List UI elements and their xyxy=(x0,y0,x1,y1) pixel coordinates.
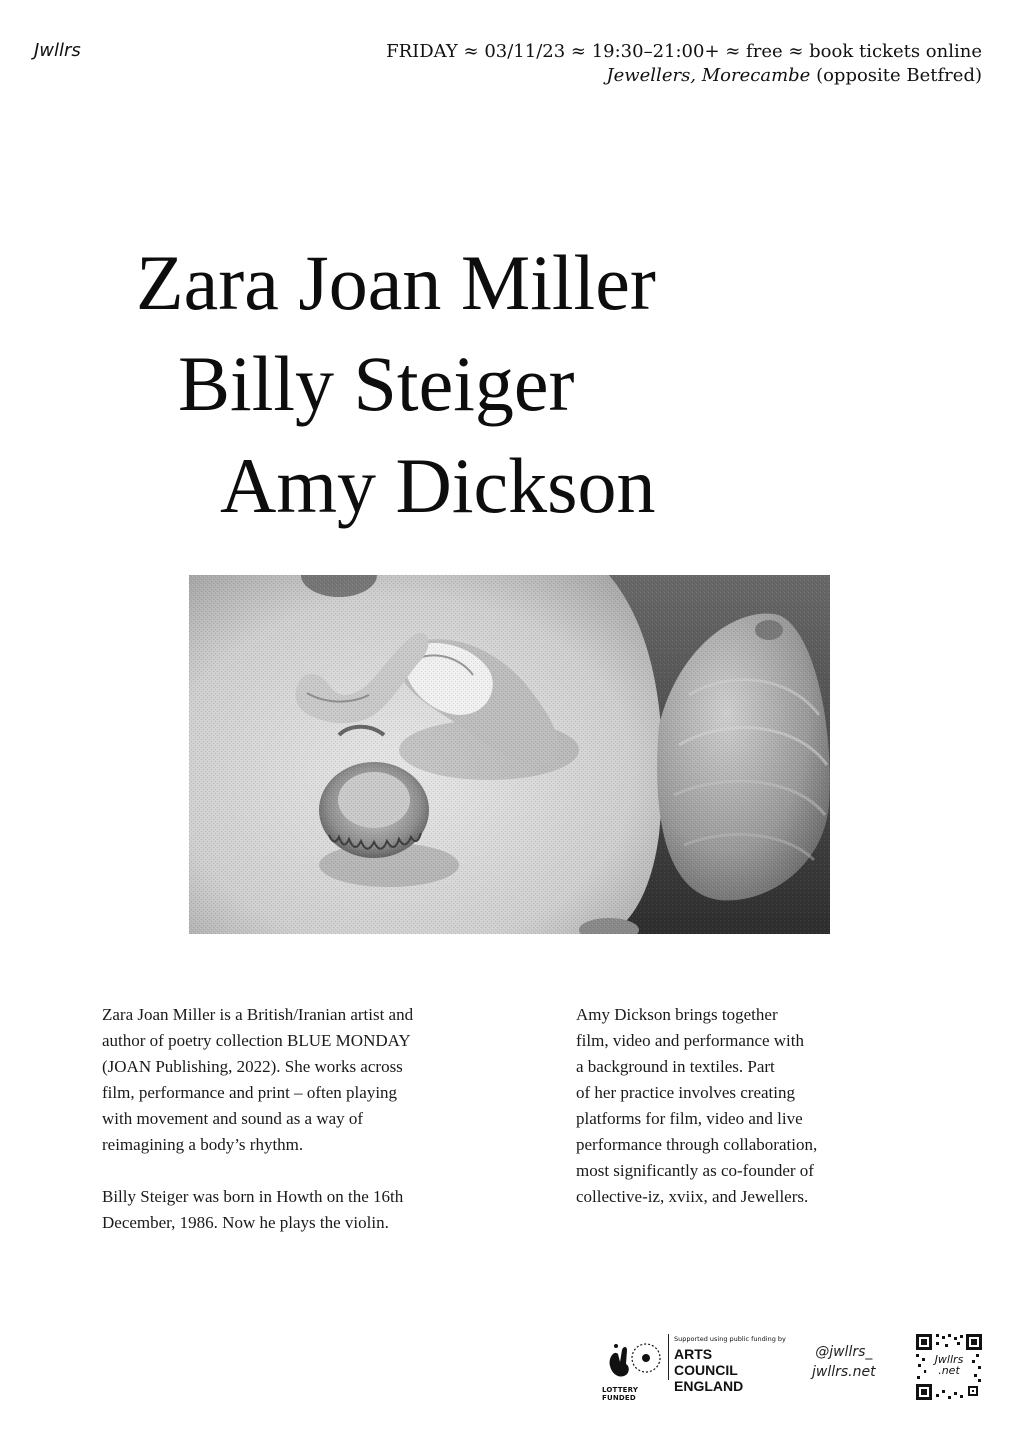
artist-name-amy: Amy Dickson xyxy=(220,442,656,529)
lottery-crossed-fingers-icon xyxy=(604,1336,662,1384)
bio-line: platforms for film, video and live xyxy=(576,1109,803,1128)
bio-column-left xyxy=(102,1002,552,1262)
qr-label xyxy=(926,1354,972,1376)
artist-name-zara: Zara Joan Miller xyxy=(136,239,656,326)
bio-line: author of poetry collection BLUE MONDAY xyxy=(102,1031,411,1050)
bio-line: December, 1986. Now he plays the violin. xyxy=(102,1213,389,1232)
bio-line: (JOAN Publishing, 2022). She works across xyxy=(102,1057,403,1076)
bio-line: collective-iz, xviix, and Jewellers. xyxy=(576,1187,809,1206)
event-date-line: FRIDAY ≈ 03/11/23 ≈ 19:30–21:00+ ≈ free ≈ book tickets online xyxy=(386,41,982,62)
bio-line: with movement and sound as a way of xyxy=(102,1109,364,1128)
lottery-funded-label: LOTTERY FUNDED xyxy=(602,1386,639,1402)
arts-council-logo xyxy=(674,1346,743,1394)
bio-line: Billy Steiger was born in Howth on the 16th xyxy=(102,1187,404,1206)
bio-line: reimagining a body’s rhythm. xyxy=(102,1135,304,1154)
venue-note: (opposite Betfred) xyxy=(810,65,982,86)
qr-label-line-1: Jwllrs xyxy=(934,1353,964,1366)
qr-label-line-2: .net xyxy=(938,1364,960,1377)
ace-supported-text: Supported using public funding by xyxy=(674,1335,786,1343)
ace-name-line-1: ARTS COUNCIL xyxy=(674,1346,738,1378)
social-handle-link[interactable]: @jwllrs_ xyxy=(815,1344,873,1360)
bio-line: film, performance and print – often playing xyxy=(102,1083,398,1102)
ace-name-line-2: ENGLAND xyxy=(674,1378,744,1394)
bio-billy xyxy=(102,1184,552,1236)
bio-line: Amy Dickson brings together xyxy=(576,1005,778,1024)
shells-photo xyxy=(189,575,830,934)
bio-line: of her practice involves creating xyxy=(576,1083,796,1102)
bio-line: film, video and performance with xyxy=(576,1031,805,1050)
bio-column-right xyxy=(576,1002,926,1236)
bio-amy xyxy=(576,1002,926,1210)
bio-line: Zara Joan Miller is a British/Iranian artist and xyxy=(102,1005,414,1024)
social-links xyxy=(812,1342,876,1382)
bio-line: performance through collaboration, xyxy=(576,1135,818,1154)
bio-line: a background in textiles. Part xyxy=(576,1057,775,1076)
venue-name: Jewellers, Morecambe xyxy=(606,65,811,86)
event-info xyxy=(386,40,982,88)
brand-logo-text: Jwllrs xyxy=(34,40,81,61)
bio-zara xyxy=(102,1002,552,1158)
event-venue-line xyxy=(386,64,982,88)
bio-line: most significantly as co-founder of xyxy=(576,1161,814,1180)
website-link[interactable]: jwllrs.net xyxy=(812,1364,876,1380)
artist-name-billy: Billy Steiger xyxy=(178,340,575,427)
ace-divider xyxy=(668,1334,669,1380)
